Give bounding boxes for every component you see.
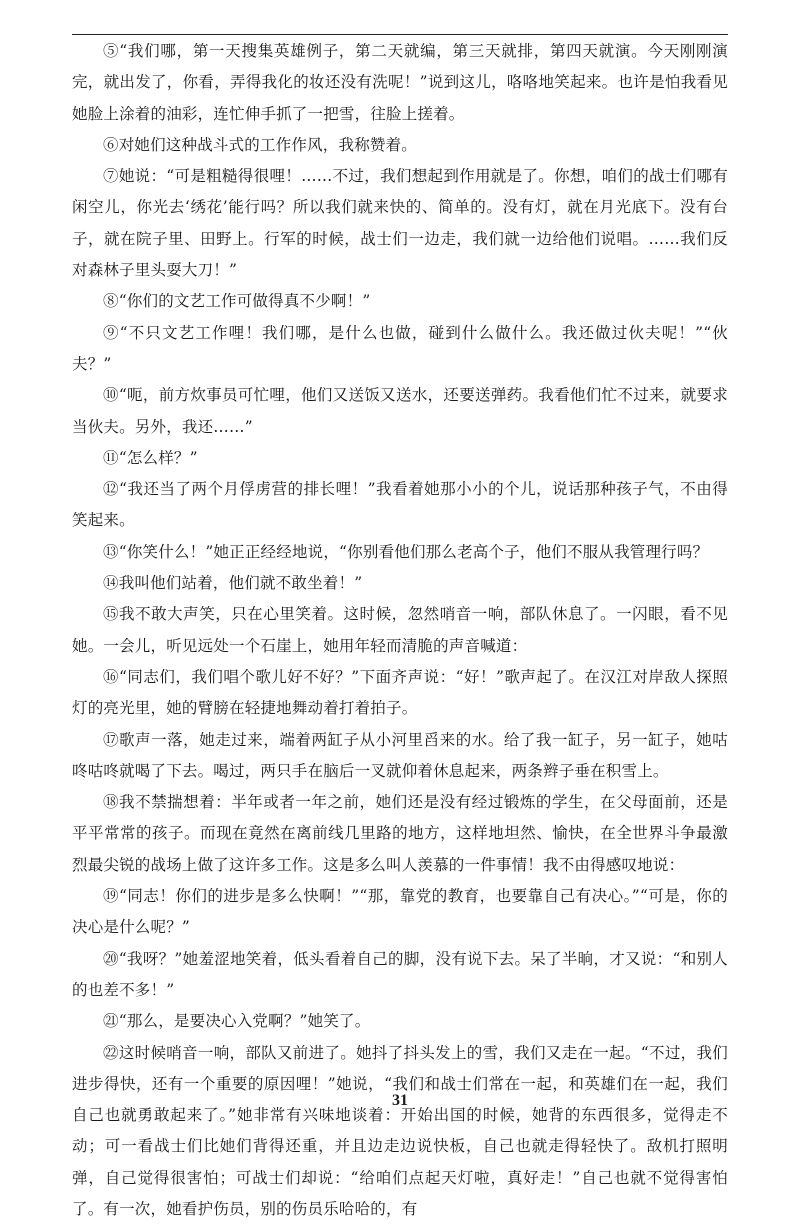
- paragraph-22: ㉒这时候哨音一响，部队又前进了。她抖了抖头发上的雪，我们又走在一起。“不过，我们进步得快，还有一个重要的原因哩！”她说，“我们和战士们常在一起，和英雄们在一起，我们自己也就勇敢起来了。”她非常有兴味地谈着：开始出国的时候，她背的东西很多，觉得走不动；可一看战士们比她们背得还重，并且边走边说快板，自己也就走得轻快了。敌机打照明弹，自己觉得很害怕；可战士们却说：“给咱们点起天灯啦，真好走！”自己也就不觉得害怕了。有一次，她看护伤员，别的伤员乐哈哈的，有: [72, 1038, 728, 1225]
- paragraph-13: ⑬“你笑什么！”她正正经经地说，“你别看他们那么老高个子，他们不服从我管理行吗？: [72, 537, 728, 568]
- header-rule: [72, 34, 728, 35]
- paragraph-20: ⑳“我呀？”她羞涩地笑着，低头看着自己的脚，没有说下去。呆了半晌，才又说：“和别人的也差不多！”: [72, 944, 728, 1007]
- paragraph-8: ⑧“你们的文艺工作可做得真不少啊！”: [72, 286, 728, 317]
- paragraph-12: ⑫“我还当了两个月俘虏营的排长哩！”我看着她那小小的个儿，说话那种孩子气，不由得笑起来。: [72, 474, 728, 537]
- paragraph-9: ⑨“不只文艺工作哩！我们哪，是什么也做，碰到什么做什么。我还做过伙夫呢！”“伙夫？”: [72, 318, 728, 381]
- paragraph-11: ⑪“怎么样？”: [72, 443, 728, 474]
- paragraph-14: ⑭我叫他们站着，他们就不敢坐着！”: [72, 568, 728, 599]
- paragraph-17: ⑰歌声一落，她走过来，端着两缸子从小河里舀来的水。给了我一缸子，另一缸子，她咕咚咕咚就喝了下去。喝过，两只手在脑后一叉就仰着休息起来，两条辫子垂在积雪上。: [72, 725, 728, 788]
- paragraph-16: ⑯“同志们，我们唱个歌儿好不好？”下面齐声说：“好！”歌声起了。在汉江对岸敌人探照灯的亮光里，她的臂膀在轻捷地舞动着打着拍子。: [72, 662, 728, 725]
- article-body: [72, 36, 728, 1225]
- paragraph-15: ⑮我不敢大声笑，只在心里笑着。这时候，忽然哨音一响，部队休息了。一闪眼，看不见她。一会儿，听见远处一个石崖上，她用年轻而清脆的声音喊道：: [72, 599, 728, 662]
- paragraph-21: ㉑“那么，是要决心入党啊？”她笑了。: [72, 1006, 728, 1037]
- paragraph-7: ⑦她说：“可是粗糙得很哩！……不过，我们想起到作用就是了。你想，咱们的战士们哪有闲空儿，你光去‘绣花’能行吗？所以我们就来快的、简单的。没有灯，就在月光底下。没有台子，就在院子里、田野上。行军的时候，战士们一边走，我们就一边给他们说唱。……我们反对森林子里头耍大刀！”: [72, 161, 728, 286]
- paragraph-10: ⑩“呃，前方炊事员可忙哩，他们又送饭又送水，还要送弹药。我看他们忙不过来，就要求当伙夫。另外，我还……”: [72, 380, 728, 443]
- paragraph-5: ⑤“我们哪，第一天搜集英雄例子，第二天就编，第三天就排，第四天就演。今天刚刚演完，就出发了，你看，弄得我化的妆还没有洗呢！”说到这儿，咯咯地笑起来。也许是怕我看见她脸上涂着的油彩，连忙伸手抓了一把雪，往脸上搓着。: [72, 36, 728, 130]
- paragraph-6: ⑥对她们这种战斗式的工作作风，我称赞着。: [72, 130, 728, 161]
- paragraph-18: ⑱我不禁揣想着：半年或者一年之前，她们还是没有经过锻炼的学生，在父母面前，还是平平常常的孩子。而现在竟然在离前线几里路的地方，这样地坦然、愉快，在全世界斗争最激烈最尖锐的战场上做了这许多工作。这是多么叫人羡慕的一件事情！我不由得感叹地说：: [72, 787, 728, 881]
- page-number: 31: [0, 1092, 800, 1110]
- paragraph-19: ⑲“同志！你们的进步是多么快啊！”“那，靠党的教育，也要靠自己有决心。”“可是，你的决心是什么呢？”: [72, 881, 728, 944]
